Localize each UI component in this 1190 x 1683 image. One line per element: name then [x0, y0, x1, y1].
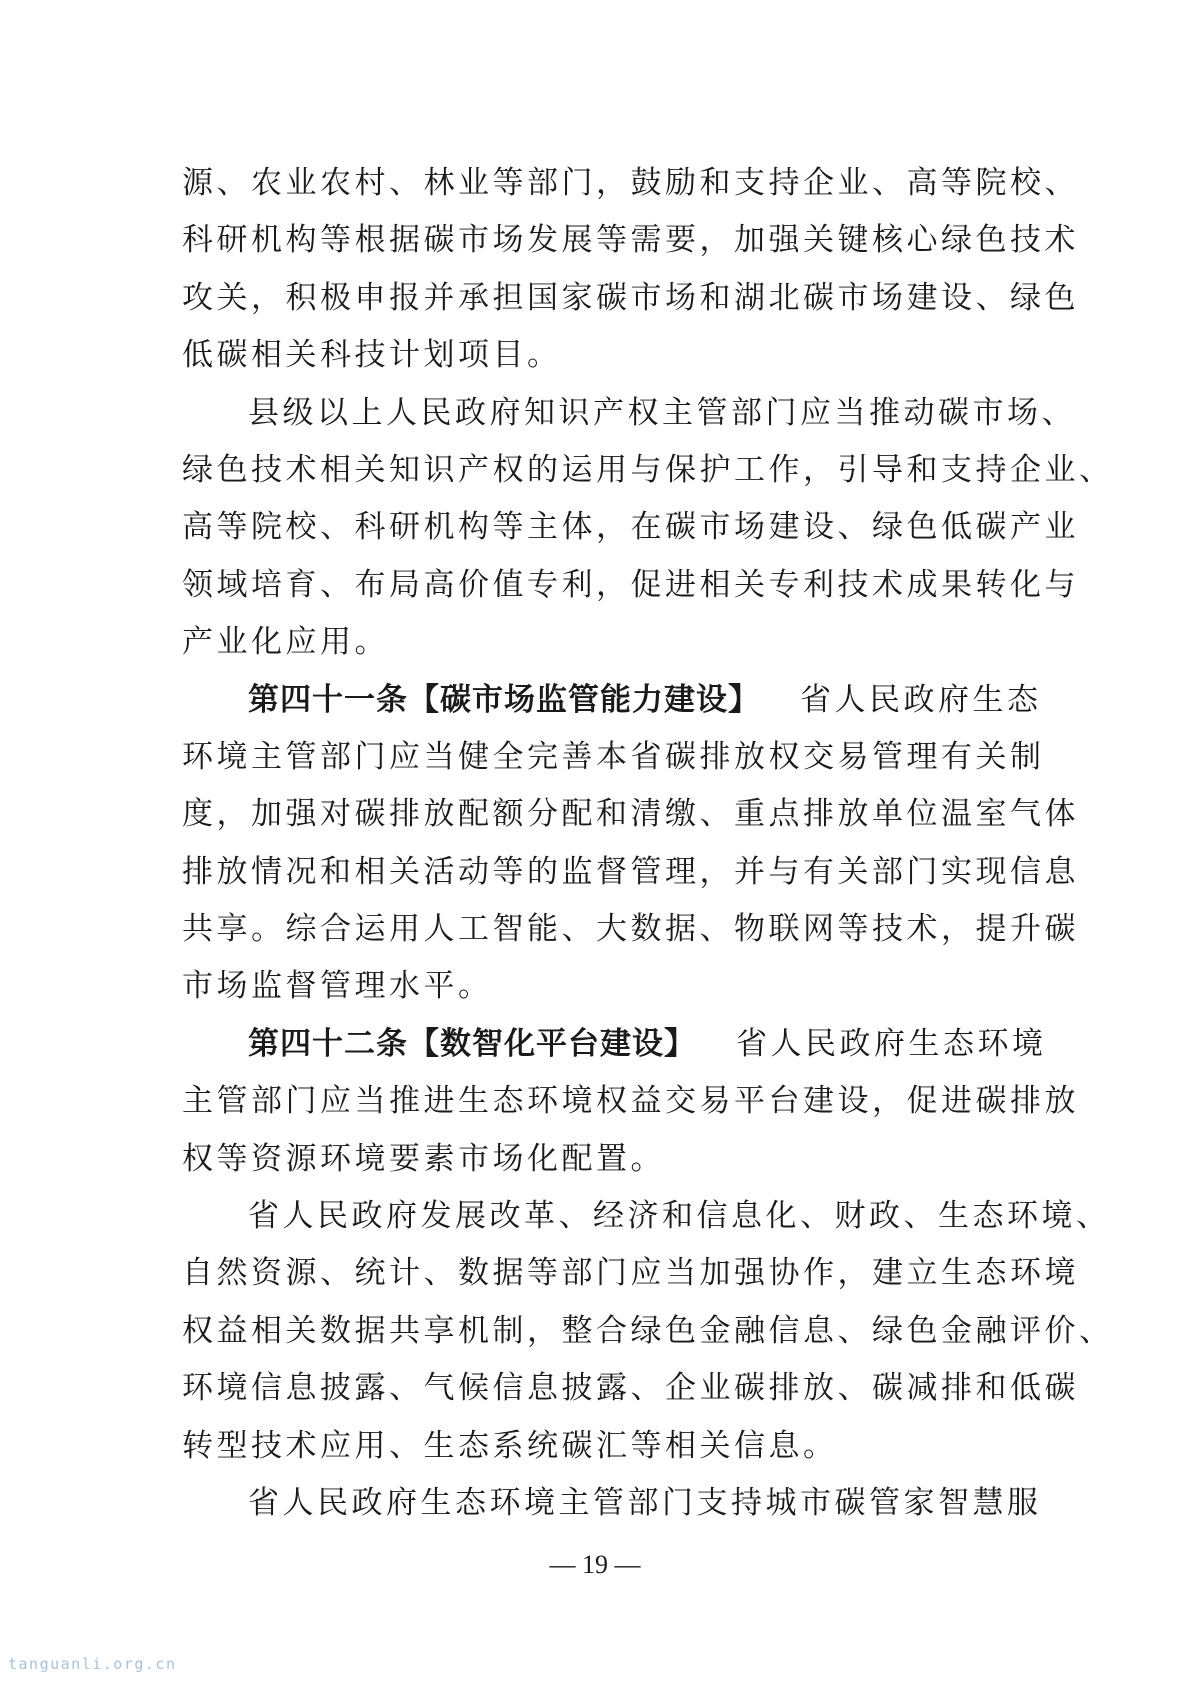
- article-41-heading: 第四十一条【碳市场监管能力建设】: [248, 681, 760, 718]
- text-line: 环境主管部门应当健全完善本省碳排放权交易管理有关制: [182, 738, 1045, 775]
- body-text: [182, 155, 1114, 1532]
- text-line: 转型技术应用、生态系统碳汇等相关信息。: [182, 1427, 838, 1464]
- text-line: 自然资源、统计、数据等部门应当加强协作，建立生态环境: [182, 1255, 1079, 1292]
- text-line: 市场监督管理水平。: [182, 968, 493, 1005]
- paragraph-first-line: 省人民政府生态环境主管部门支持城市碳管家智慧服: [248, 1484, 1042, 1521]
- text-line: 权等资源环境要素市场化配置。: [182, 1140, 665, 1177]
- text-line: 科研机构等根据碳市场发展等需要，加强关键核心绿色技术: [182, 222, 1079, 259]
- text-line: 排放情况和相关活动等的监督管理，并与有关部门实现信息: [182, 853, 1079, 890]
- article-41-first-line: [182, 672, 1042, 729]
- text-line: 低碳相关科技计划项目。: [182, 337, 562, 374]
- paragraph-first-line: 县级以上人民政府知识产权主管部门应当推动碳市场、: [248, 394, 1076, 431]
- text-line: 权益相关数据共享机制，整合绿色金融信息、绿色金融评价、: [182, 1312, 1114, 1349]
- paragraph-first-line: 省人民政府发展改革、经济和信息化、财政、生态环境、: [248, 1198, 1111, 1235]
- text-line: 共享。综合运用人工智能、大数据、物联网等技术，提升碳: [182, 911, 1079, 948]
- text-line: 攻关，积极申报并承担国家碳市场和湖北碳市场建设、绿色: [182, 279, 1079, 316]
- page-number: — 19 —: [549, 1550, 641, 1579]
- article-42-heading: 第四十二条【数智化平台建设】: [248, 1025, 696, 1062]
- text-line: 环境信息披露、气候信息披露、企业碳排放、碳减排和低碳: [182, 1370, 1079, 1407]
- text-line: 主管部门应当推进生态环境权益交易平台建设，促进碳排放: [182, 1083, 1079, 1120]
- watermark-text: tanguanli.org.cn: [8, 1655, 177, 1673]
- text-line: 源、农业农村、林业等部门，鼓励和支持企业、高等院校、: [182, 165, 1079, 201]
- text-line: 绿色技术相关知识产权的运用与保护工作，引导和支持企业、: [182, 451, 1114, 488]
- article-41-text-start: 省人民政府生态: [800, 681, 1042, 718]
- text-line: 产业化应用。: [182, 624, 389, 661]
- text-line: 高等院校、科研机构等主体，在碳市场建设、绿色低碳产业: [182, 509, 1079, 546]
- article-42-first-line: [182, 1016, 1047, 1073]
- text-line: 领域培育、布局高价值专利，促进相关专利技术成果转化与: [182, 566, 1079, 603]
- article-42-text-start: 省人民政府生态环境: [736, 1025, 1047, 1062]
- text-line: 度，加强对碳排放配额分配和清缴、重点排放单位温室气体: [182, 796, 1079, 833]
